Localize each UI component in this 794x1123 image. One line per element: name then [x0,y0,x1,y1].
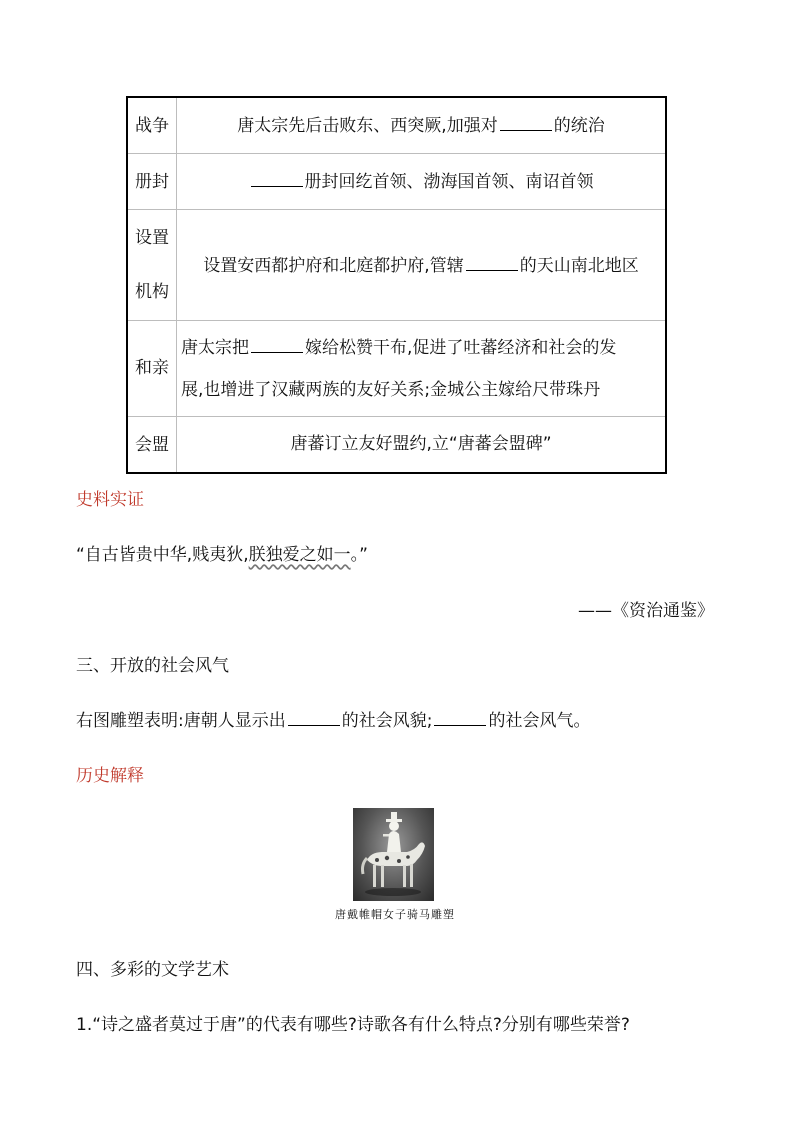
table-row [127,154,666,210]
section3-text: 右图雕塑表明:唐朝人显示出 的社会风貌; 的社会风气。 [76,711,591,731]
fill-blank [434,711,486,726]
category-cell: 和亲 [127,321,177,417]
content-cell: 册封回纥首领、渤海国首领、南诏首领 [177,154,667,210]
fill-blank [288,711,340,726]
fill-blank [500,116,552,131]
category-cell: 战争 [127,97,177,154]
category-cell: 设置 机构 [127,210,177,321]
content-cell: 唐太宗先后击败东、西突厥,加强对 的统治 [177,97,667,154]
source-quote: “自古皆贵中华,贱夷狄,朕独爱之如一。” [76,545,368,565]
content-cell: 设置安西都护府和北庭都护府,管辖 的天山南北地区 [177,210,667,321]
fill-blank [251,172,303,187]
horse-rider-sculpture-image [353,808,434,901]
content-cell: 唐太宗把 嫁给松赞干布,促进了吐蕃经济和社会的发 展,也增进了汉藏两族的友好关系;金城公主嫁给尺带珠丹 [177,321,667,417]
section3-heading: 三、开放的社会风气 [76,656,229,676]
category-cell: 册封 [127,154,177,210]
source-heading: 史料实证 [76,490,144,510]
fill-blank [466,256,518,271]
table-row [127,97,666,154]
policy-table [126,96,667,474]
table-row [127,321,666,417]
fill-blank [251,338,303,353]
section4-heading: 四、多彩的文学艺术 [76,960,229,980]
content-cell: 唐蕃订立友好盟约,立“唐蕃会盟碑” [177,417,667,474]
category-cell: 会盟 [127,417,177,474]
wavy-underlined-text: 朕独爱之如一 [248,545,351,565]
history-label: 历史解释 [76,766,144,786]
table-row [127,210,666,321]
figure-caption: 唐戴帷帽女子骑马雕塑 [335,908,455,921]
section4-question: 1.“诗之盛者莫过于唐”的代表有哪些?诗歌各有什么特点?分别有哪些荣誉? [76,1015,630,1035]
source-attribution: ——《资治通鉴》 [578,601,714,621]
table-row [127,417,666,474]
